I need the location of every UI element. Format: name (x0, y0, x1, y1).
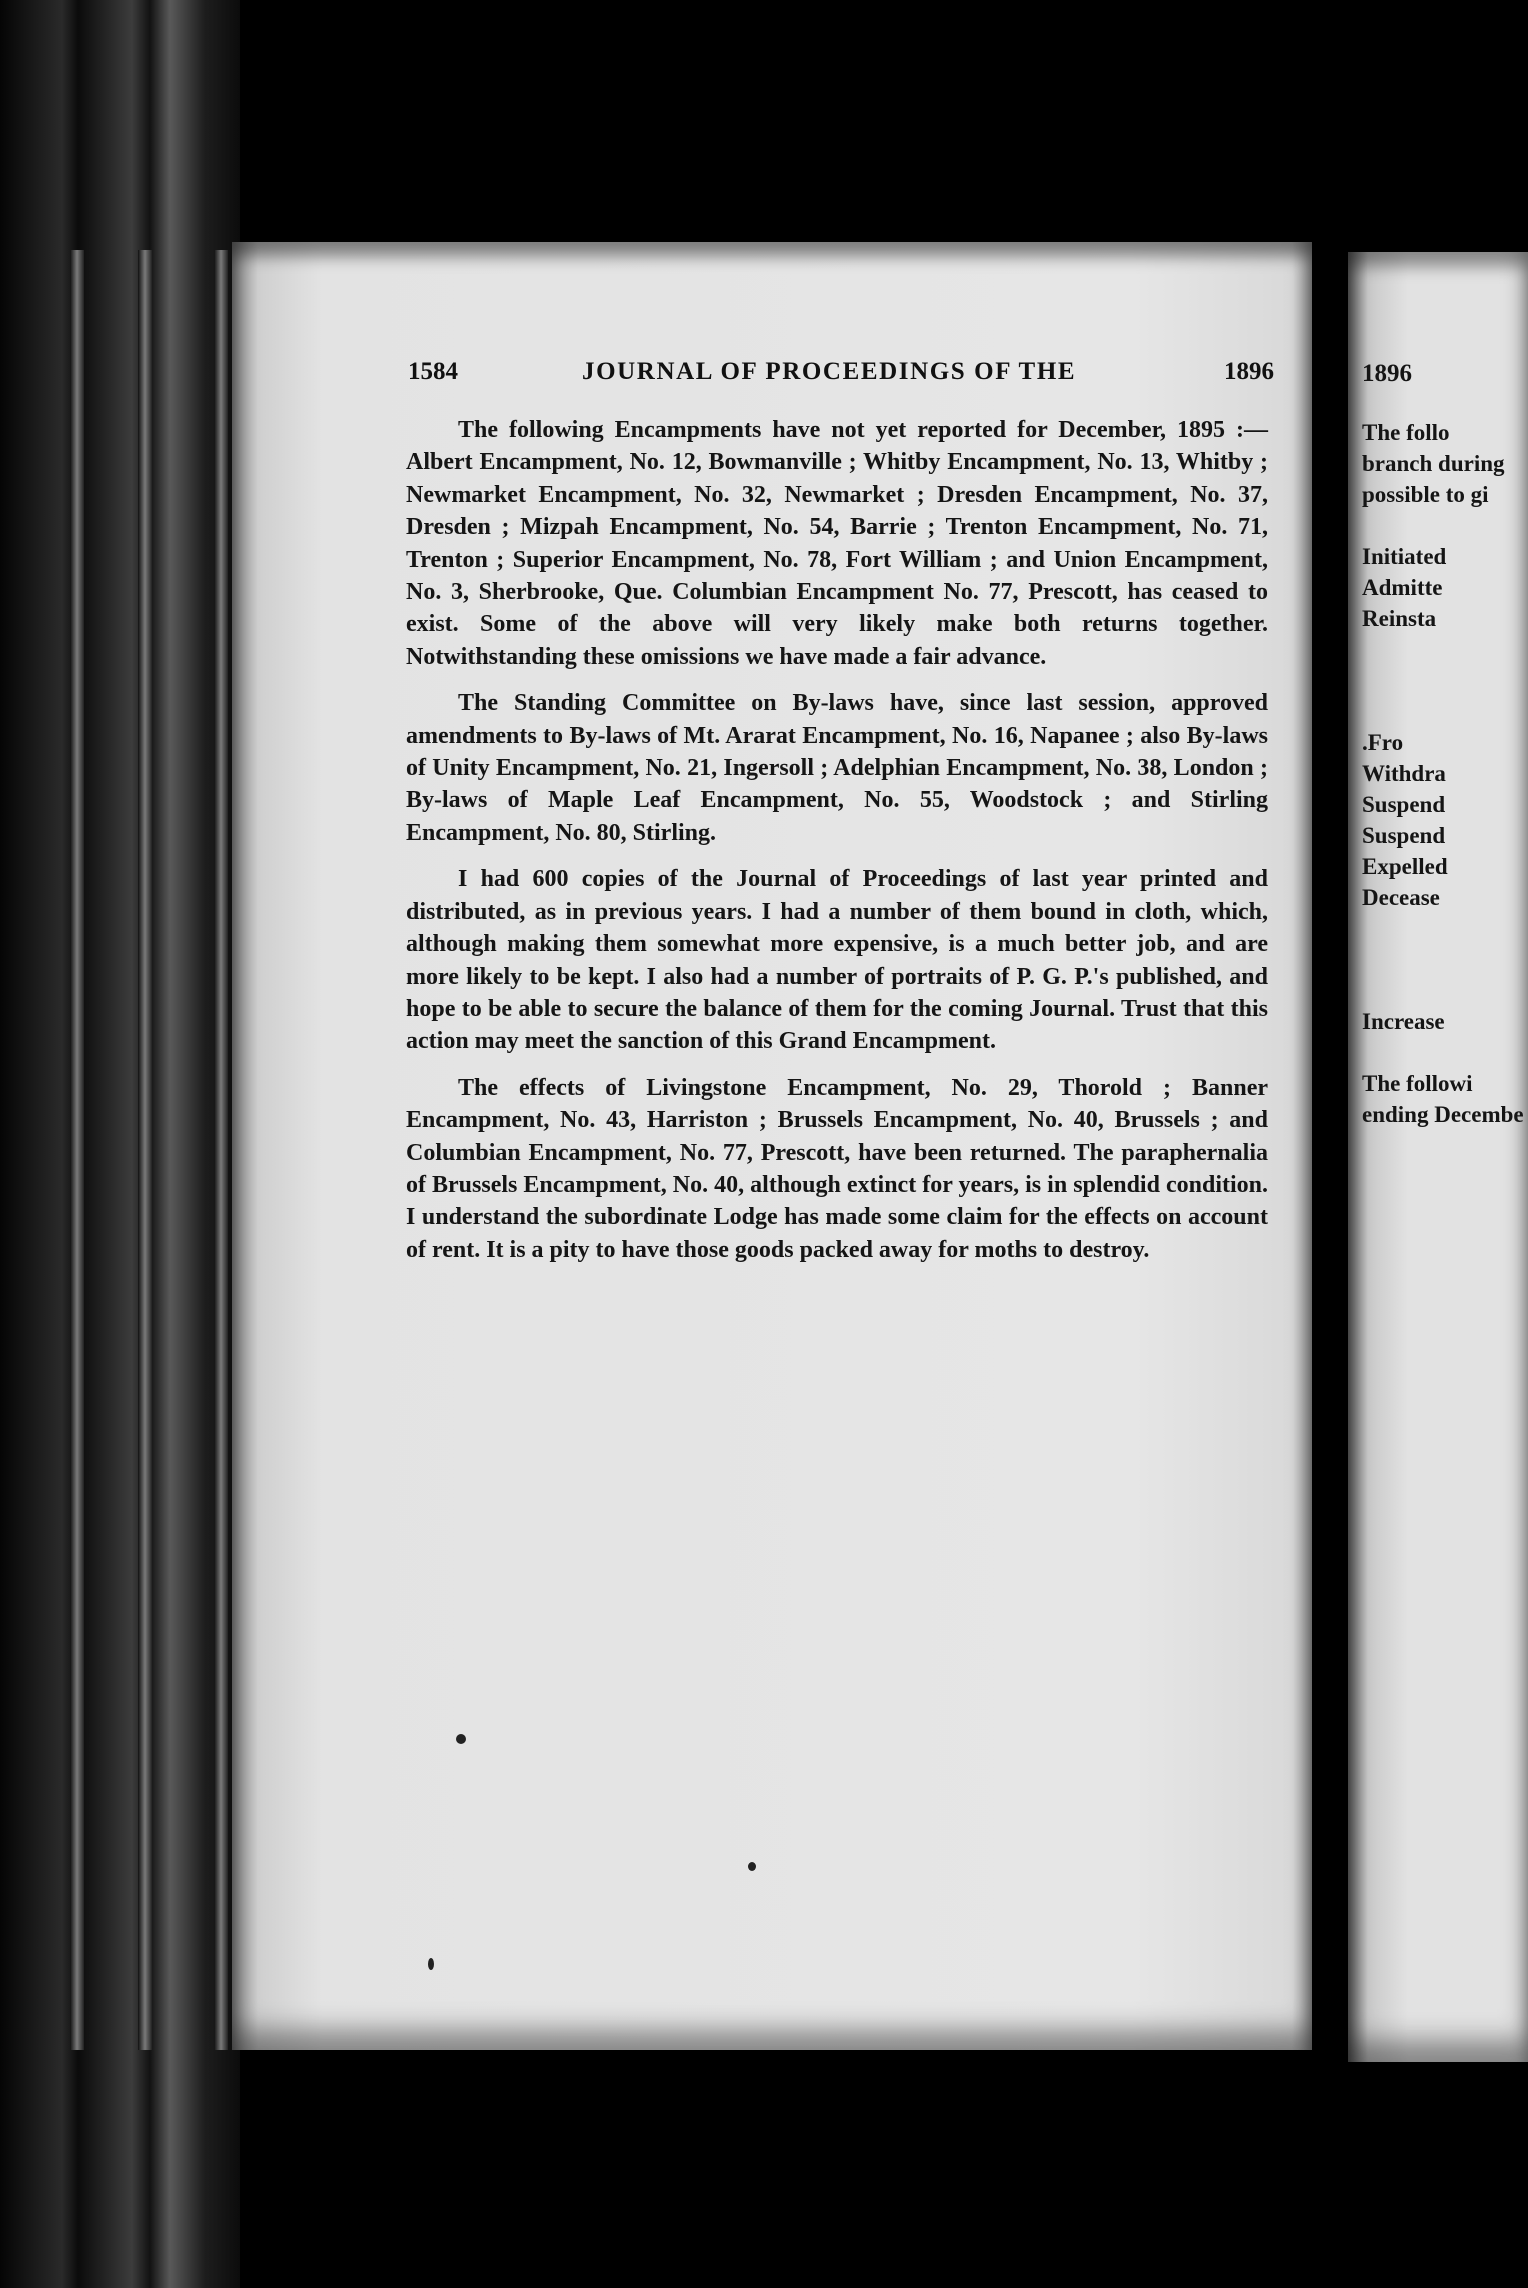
facing-page-line (1362, 510, 1528, 541)
facing-page-year: 1896 (1362, 360, 1412, 387)
page-speck (748, 1862, 756, 1871)
page-number: 1584 (408, 358, 458, 385)
facing-page-line: branch during (1362, 451, 1505, 476)
facing-page-line: .Fro (1362, 730, 1404, 755)
facing-page-line: The follo (1362, 420, 1450, 445)
facing-page-line: possible to gi (1362, 482, 1489, 507)
facing-page-line: Decease (1362, 885, 1440, 910)
facing-page-line (1362, 665, 1528, 696)
facing-page-line (1362, 1037, 1528, 1068)
facing-page-line: Reinsta (1362, 606, 1437, 631)
facing-page-line (1362, 696, 1528, 727)
running-head (408, 358, 1274, 398)
facing-page-line (1362, 944, 1528, 975)
paragraph-bylaws: The Standing Committee on By-laws have, since last session, approved amendments to By-laws of Mt. Ararat Encampment, No. 16, Napanee ; also By-laws of Unity Encampment, No. 21, Ingersoll ; Adelphian Encampment, No. 38, London ; By-laws of Maple Leaf Encampment, No. 55, Woodstock ; and Stirling Encampment, No. 80, Stirling. (406, 690, 1268, 846)
page-year: 1896 (1224, 358, 1274, 385)
spine-edge-band (138, 250, 152, 2050)
facing-page-line: Admitte (1362, 575, 1443, 600)
facing-page-line: ending Decembe (1362, 1102, 1524, 1127)
spine-edge-band (70, 250, 84, 2050)
facing-page-line: Initiated (1362, 544, 1447, 569)
paragraph-effects-returned: The effects of Livingstone Encampment, No. 29, Thorold ; Banner Encampment, No. 43, Harriston ; Brussels Encampment, No. 40, Brussels ; and Columbian Encampment, No. 77, Prescott, have been returned. The paraphernalia of Brussels Encampment, No. 40, although extinct for years, is in splendid condition. I understand the subordinate Lodge has made some claim for the effects on account of rent. It is a pity to have those goods packed away for moths to destroy. (406, 1074, 1268, 1263)
facing-page-line: Suspend (1362, 823, 1446, 848)
paragraph-encampment-reports: The following Encampments have not yet reported for December, 1895 :—Albert Encampment, No. 12, Bowmanville ; Whitby Encampment, No. 13, Whitby ; Newmarket Encampment, No. 32, Newmarket ; Dresden Encampment, No. 37, Dresden ; Mizpah Encampment, No. 54, Barrie ; Trenton Encampment, No. 71, Trenton ; Superior Encampment, No. 78, Fort William ; and Union Encampment, No. 3, Sherbrooke, Que. Columbian Encampment No. 77, Prescott, has ceased to exist. Some of the above will very likely make both returns together. Notwithstanding these omissions we have made a fair advance. (406, 417, 1268, 670)
facing-page-line: Increase (1362, 1009, 1445, 1034)
facing-page-lines (1362, 417, 1528, 1130)
page-speck (456, 1734, 466, 1744)
book-spine (0, 0, 240, 2288)
body-text (406, 414, 1268, 1280)
facing-page-line: Suspend (1362, 792, 1446, 817)
facing-page-line: The followi (1362, 1071, 1473, 1096)
running-title: JOURNAL OF PROCEEDINGS OF THE (582, 358, 1077, 385)
facing-page-text (1362, 358, 1528, 1130)
spine-edge-band (214, 250, 228, 2050)
facing-page-line: Expelled (1362, 854, 1448, 879)
facing-page-line (1362, 975, 1528, 1006)
facing-page-line (1362, 634, 1528, 665)
facing-page-line: Withdra (1362, 761, 1446, 786)
page-speck (428, 1958, 434, 1970)
paragraph-journal-copies: I had 600 copies of the Journal of Proceedings of last year printed and distributed, as in previous years. I had a number of them bound in cloth, which, although making them somewhat more expensive, is a much better job, and are more likely to be kept. I also had a number of portraits of P. G. P.'s published, and hope to be able to secure the balance of them for the coming Journal. Trust that this action may meet the sanction of this Grand Encampment. (406, 866, 1268, 1055)
facing-page-line (1362, 913, 1528, 944)
